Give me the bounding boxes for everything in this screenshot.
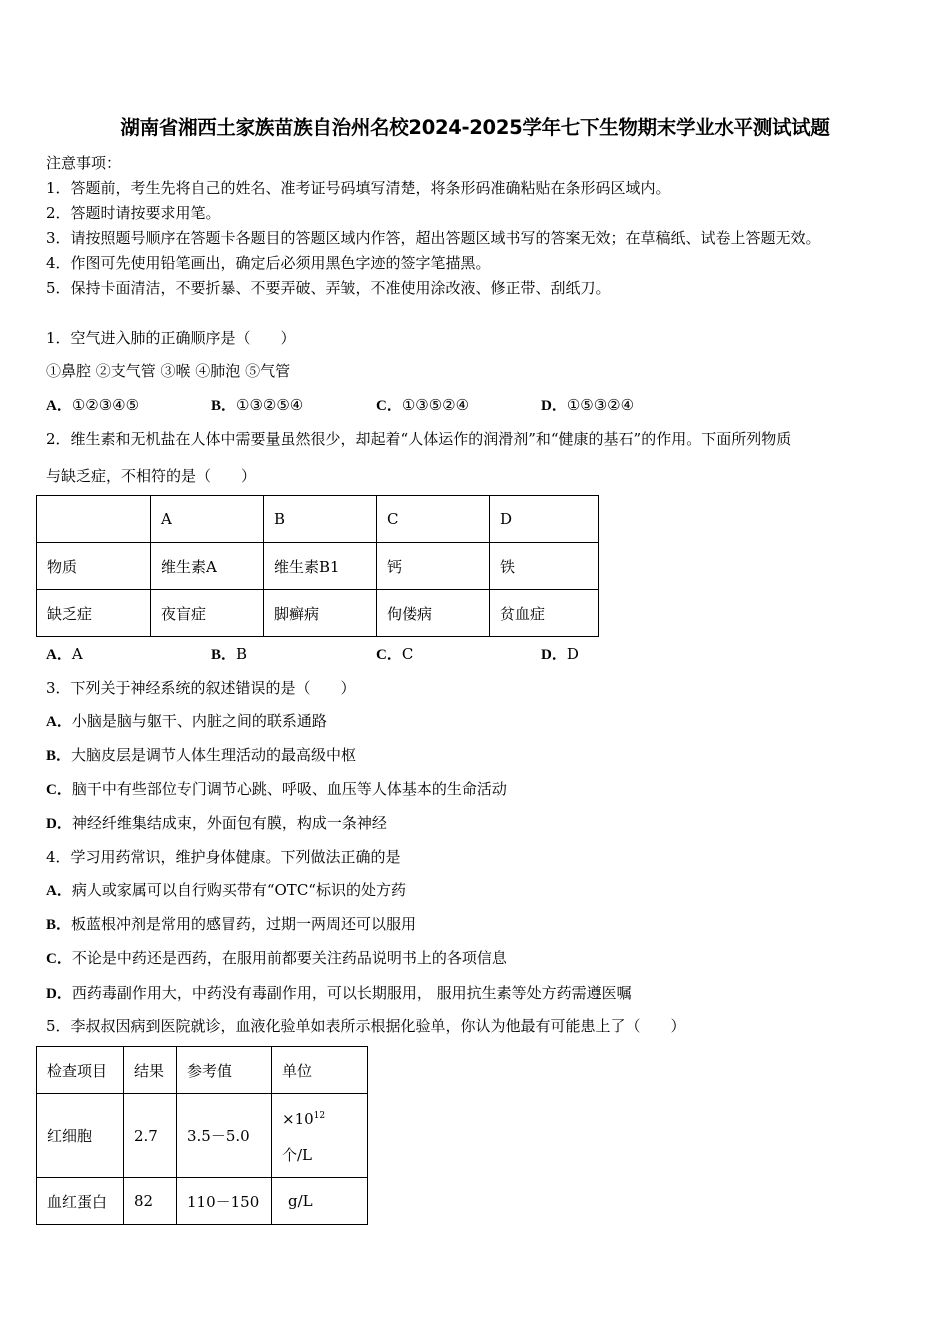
table-cell: 缺乏症 [37,590,151,637]
table-row [37,496,599,543]
question-4-stem: 4．学习用药常识，维护身体健康。下列做法正确的是 [46,848,401,866]
table-cell: C [377,496,490,543]
table-cell: 脚癣病 [264,590,377,637]
table-cell: $\times 10^{12}$ 个/L [272,1094,368,1178]
table-row [37,1047,368,1094]
notice-item: 5．保持卡面清洁，不要折暴、不要弄破、弄皱，不准使用涂改液、修正带、刮纸刀。 [46,279,611,297]
table-row [37,590,599,637]
vitamin-table [36,495,599,637]
table-cell: D [490,496,599,543]
table-cell [37,496,151,543]
q4-option-d: D．西药毒副作用大，中药没有毒副作用，可以长期服用， 服用抗生素等处方药需遵医嘱 [46,984,632,1002]
q2-option-d: D．D [541,645,579,663]
table-cell: 贫血症 [490,590,599,637]
q3-option-d: D．神经纤维集结成束，外面包有膜，构成一条神经 [46,814,387,832]
notice-item: 3．请按照题号顺序在答题卡各题目的答题区域内作答，超出答题区域书写的答案无效；在草稿纸、试卷上答题无效。 [46,229,821,247]
question-1-items: ①鼻腔 ②支气管 ③喉 ④肺泡 ⑤气管 [46,362,291,380]
table-cell: B [264,496,377,543]
table-cell: 夜盲症 [151,590,264,637]
table-cell: 钙 [377,543,490,590]
table-cell: 110－150 [177,1178,272,1225]
q3-option-a: A．小脑是脑与躯干、内脏之间的联系通路 [46,712,327,730]
table-cell: 佝偻病 [377,590,490,637]
table-cell: 维生素A [151,543,264,590]
q2-option-c: C．C [376,645,414,663]
notice-item: 4．作图可先使用铅笔画出，确定后必须用黑色字迹的签字笔描黑。 [46,254,491,272]
table-row [37,1094,368,1178]
table-cell: 结果 [124,1047,177,1094]
notice-heading: 注意事项： [46,154,122,172]
notice-item: 2．答题时请按要求用笔。 [46,204,221,222]
question-3-stem: 3．下列关于神经系统的叙述错误的是（ ） [46,679,356,697]
table-cell: 物质 [37,543,151,590]
table-cell: 2.7 [124,1094,177,1178]
notice-item: 1．答题前，考生先将自己的姓名、准考证号码填写清楚，将条形码准确粘贴在条形码区域内。 [46,179,671,197]
table-cell: 检查项目 [37,1047,124,1094]
table-cell: 血红蛋白 [37,1178,124,1225]
q1-option-c: C．①③⑤②④ [376,396,470,414]
table-cell: 参考值 [177,1047,272,1094]
q3-option-c: C．脑干中有些部位专门调节心跳、呼吸、血压等人体基本的生命活动 [46,780,507,798]
table-cell: 82 [124,1178,177,1225]
q2-option-a: A．A [46,645,83,663]
q4-option-b: B．板蓝根冲剂是常用的感冒药，过期一两周还可以服用 [46,915,417,933]
q3-option-b: B．大脑皮层是调节人体生理活动的最高级中枢 [46,746,357,764]
question-5-stem: 5．李叔叔因病到医院就诊，血液化验单如表所示根据化验单，你认为他最有可能患上了（ ） [46,1017,686,1035]
question-2-stem-cont: 与缺乏症，不相符的是（ ） [46,467,257,485]
table-cell: A [151,496,264,543]
q4-option-c: C．不论是中药还是西药，在服用前都要关注药品说明书上的各项信息 [46,949,507,967]
table-cell: g/L [272,1178,368,1225]
q1-option-b: B．①③②⑤④ [211,396,304,414]
table-row [37,543,599,590]
page-title: 湖南省湘西土家族苗族自治州名校2024-2025学年七下生物期末学业水平测试试题 [120,116,830,139]
blood-test-table [36,1046,368,1225]
table-cell: 铁 [490,543,599,590]
table-cell: 维生素B1 [264,543,377,590]
question-1-stem: 1．空气进入肺的正确顺序是（ ） [46,329,296,347]
q1-option-a: A．①②③④⑤ [46,396,140,414]
table-row [37,1178,368,1225]
q1-option-d: D．①⑤③②④ [541,396,635,414]
table-cell: 单位 [272,1047,368,1094]
question-2-stem: 2．维生素和无机盐在人体中需要量虽然很少，却起着“人体运作的润滑剂”和“健康的基石”的作用。下面所列物质 [46,430,792,448]
table-cell: 3.5－5.0 [177,1094,272,1178]
q4-option-a: A．病人或家属可以自行购买带有“OTC“标识的处方药 [46,881,406,899]
table-cell: 红细胞 [37,1094,124,1178]
q2-option-b: B．B [211,645,248,663]
